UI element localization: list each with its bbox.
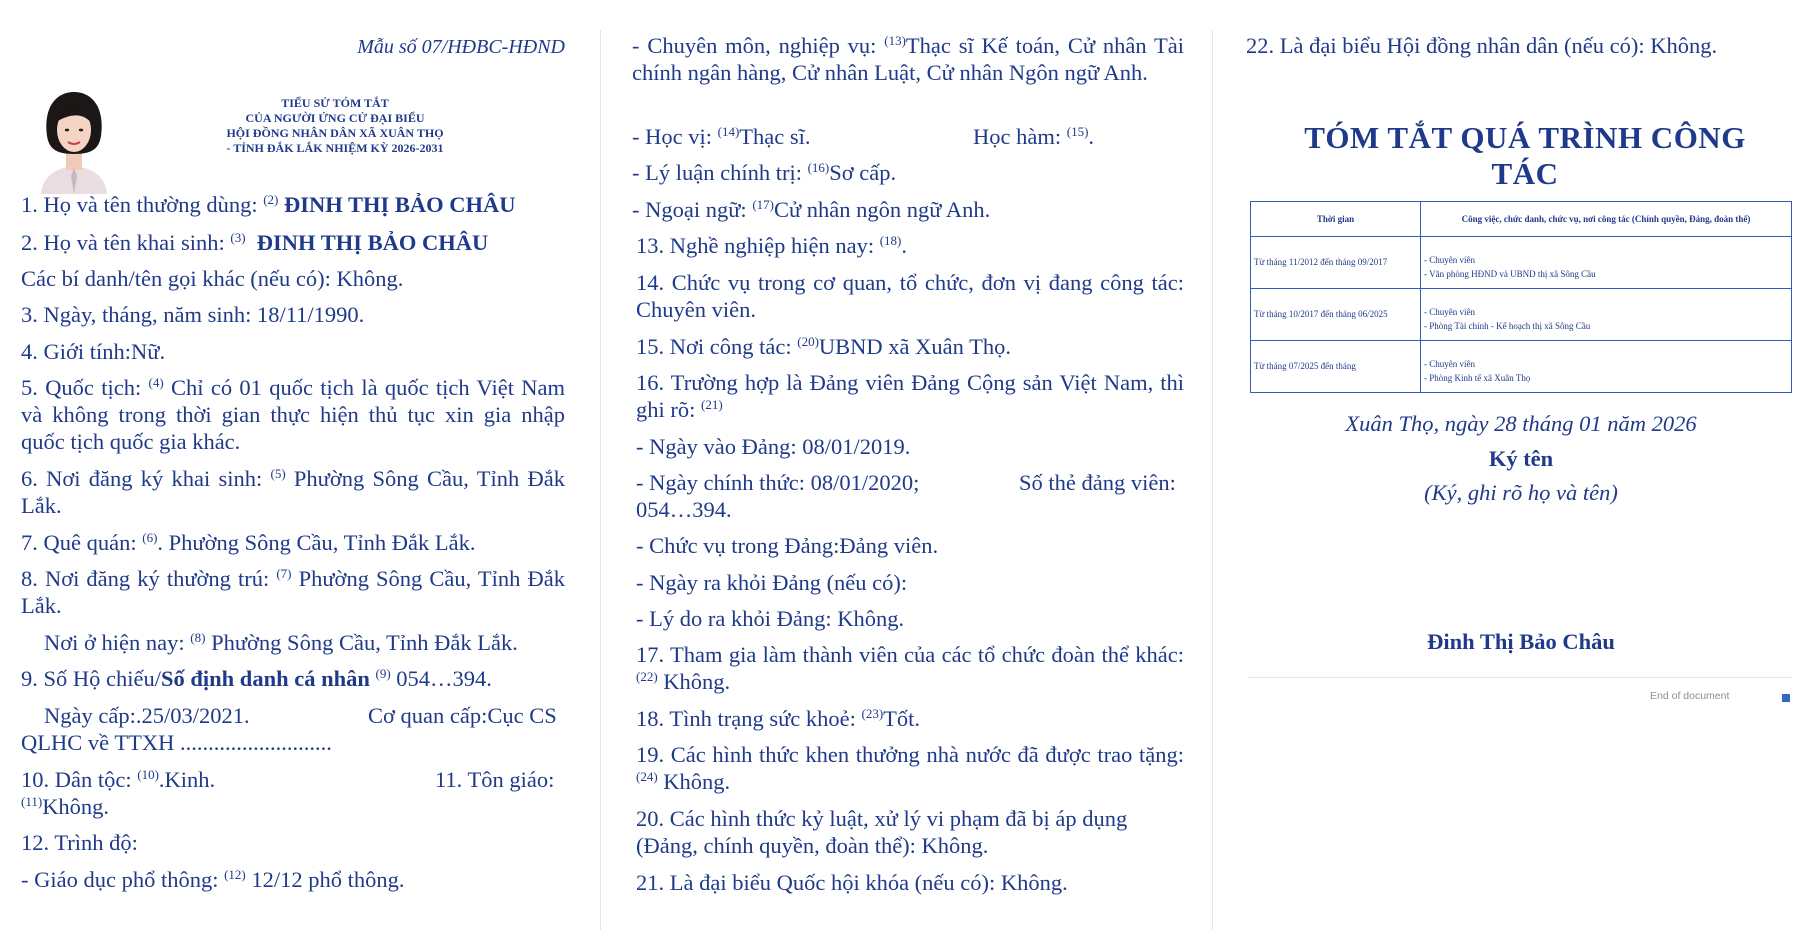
column-1 — [0, 0, 600, 947]
column-divider — [1212, 30, 1213, 930]
heading-line-2: CỦA NGƯỜI ỨNG CỬ ĐẠI BIỂU — [245, 111, 425, 125]
item-workplace — [636, 333, 1011, 360]
item-birth-registration — [21, 465, 565, 519]
value: Tốt. — [883, 706, 921, 731]
item-discipline: 20. Các hình thức kỷ luật, xử lý vi phạm đã bị áp dụng (Đảng, chính quyền, đoàn thể): Không. — [636, 806, 1128, 858]
table-header-row — [1251, 202, 1792, 237]
table-row — [1251, 237, 1792, 289]
item-party-exit-date: - Ngày ra khỏi Đảng (nếu có): — [636, 570, 908, 595]
form-number: Mẫu số 07/HĐBC-HĐND — [357, 36, 565, 58]
work-line: - Văn phòng HĐND và UBND thị xã Sông Cầu — [1424, 268, 1596, 279]
label: 17. Tham gia làm thành viên của các tổ chức đoàn thể khác: — [636, 642, 1184, 667]
work-line: - Chuyên viên — [1424, 358, 1475, 369]
item-na-deputy: 21. Là đại biểu Quốc hội khóa (nếu có): Không. — [636, 870, 1068, 895]
end-marker-icon — [1782, 694, 1790, 702]
value: Thạc sĩ Kế toán, Cử nhân Tài chính ngân hàng, Cử nhân Luật, Cử nhân Ngôn ngữ Anh. — [632, 33, 1184, 85]
work-line: - Chuyên viên — [1424, 306, 1475, 317]
footnote-ref: (14) — [717, 124, 740, 139]
item-issuer-cont: QLHC về TTXH ........................... — [21, 730, 332, 755]
label: 5. Quốc tịch: — [21, 375, 149, 400]
end-of-document-label: End of document — [1650, 690, 1730, 702]
footnote-ref: (22) — [636, 669, 658, 684]
label: 8. Nơi đăng ký thường trú: — [21, 566, 277, 591]
item-nationality — [21, 374, 565, 455]
label: 10. Dân tộc: — [21, 767, 138, 792]
item-occupation — [636, 232, 907, 259]
value: . — [901, 233, 907, 258]
footnote-ref: (16) — [807, 160, 830, 175]
cell-time: Từ tháng 07/2025 đến tháng — [1251, 341, 1421, 393]
label: - Lý luận chính trị: — [632, 160, 808, 185]
work-line: - Chuyên viên — [1424, 254, 1475, 265]
footnote-ref: (11) — [21, 794, 43, 809]
footnote-ref: (6) — [142, 530, 158, 545]
heading-line-4: - TỈNH ĐẮK LẮK NHIỆM KỲ 2026-2031 — [226, 141, 444, 155]
heading-line-3: HỘI ĐỒNG NHÂN DÂN XÃ XUÂN THỌ — [226, 126, 444, 140]
cell-work — [1421, 237, 1792, 289]
value: Sơ cấp. — [829, 160, 897, 185]
label: - Giáo dục phổ thông: — [21, 867, 225, 892]
value: Thạc sĩ. — [739, 124, 811, 149]
item-party-exit-reason: - Lý do ra khỏi Đảng: Không. — [636, 606, 905, 631]
item-health — [636, 705, 920, 732]
item-party-official: - Ngày chính thức: 08/01/2020; — [636, 470, 920, 495]
item-ethnicity — [21, 766, 215, 793]
career-table — [1250, 201, 1792, 393]
value: Phường Sông Cầu, Tỉnh Đắk Lắk. — [21, 466, 565, 518]
label: - Ngoại ngữ: — [632, 197, 753, 222]
value: ĐINH THỊ BẢO CHÂU — [284, 192, 516, 217]
signature-note: (Ký, ghi rõ họ và tên) — [1424, 480, 1618, 505]
item-issue-date: Ngày cấp:.25/03/2021. — [44, 703, 250, 728]
column-header-time: Thời gian — [1251, 202, 1421, 237]
work-line: - Phòng Kinh tế xã Xuân Thọ — [1424, 372, 1531, 383]
label: 19. Các hình thức khen thưởng nhà nước đã được trao tặng: — [636, 742, 1184, 767]
label: Nơi ở hiện nay: — [44, 630, 191, 655]
cell-time: Từ tháng 10/2017 đến tháng 06/2025 — [1251, 289, 1421, 341]
item-current-residence — [44, 629, 518, 656]
value: Phường Sông Cầu, Tỉnh Đắk Lắk. — [21, 566, 565, 618]
column-header-work: Công việc, chức danh, chức vụ, nơi công tác (Chính quyền, Đảng, đoàn thể) — [1421, 202, 1792, 237]
value: Chỉ có 01 quốc tịch là quốc tịch Việt Nam và không trong thời gian thực hiện thủ tục xin gia nhập quốc tịch quốc gia khác. — [21, 375, 565, 454]
item-general-education — [21, 866, 405, 893]
label: Học hàm: — [973, 124, 1067, 149]
item-hometown — [21, 529, 475, 556]
footnote-ref: (20) — [797, 334, 819, 349]
heading-line-1: TIỂU SỬ TÓM TẮT — [281, 96, 389, 110]
signer-name: Đinh Thị Bảo Châu — [1427, 629, 1615, 654]
cell-time: Từ tháng 11/2012 đến tháng 09/2017 — [1251, 237, 1421, 289]
value: .Kinh. — [158, 767, 216, 792]
label-bold: Số định danh cá nhân — [161, 666, 370, 691]
label: - Chuyên môn, nghiệp vụ: — [632, 33, 885, 58]
value: UBND xã Xuân Thọ. — [818, 334, 1011, 359]
label: 16. Trường hợp là Đảng viên Đảng Cộng sản Việt Nam, thì ghi rõ: — [636, 370, 1184, 422]
value: ĐINH THỊ BẢO CHÂU — [256, 230, 489, 255]
label: 18. Tình trạng sức khoẻ: — [636, 706, 862, 731]
item-foreign-language — [632, 196, 990, 223]
item-education: 12. Trình độ: — [21, 830, 138, 855]
item-religion-value — [21, 793, 109, 820]
value: Không. — [42, 794, 110, 819]
item-position: 14. Chức vụ trong cơ quan, tổ chức, đơn vị đang công tác: Chuyên viên. — [636, 270, 1184, 322]
item-council-deputy: 22. Là đại biểu Hội đồng nhân dân (nếu có): Không. — [1246, 33, 1718, 58]
item-organizations — [636, 641, 1184, 695]
value: 12/12 phổ thông. — [245, 867, 405, 892]
signature-place-date: Xuân Thọ, ngày 28 tháng 01 năm 2026 — [1345, 411, 1697, 436]
item-dob: 3. Ngày, tháng, năm sinh: 18/11/1990. — [21, 302, 365, 327]
footnote-ref: (13) — [884, 33, 906, 48]
cell-work — [1421, 289, 1792, 341]
value: . — [1088, 124, 1095, 149]
career-summary-title: TÓM TẮT QUÁ TRÌNH CÔNG TÁC — [1304, 120, 1746, 191]
item-degree — [632, 123, 811, 150]
value: Không. — [657, 669, 731, 694]
item-common-name — [21, 191, 516, 218]
column-2 — [602, 0, 1214, 947]
label: 15. Nơi công tác: — [636, 334, 798, 359]
end-divider — [1247, 677, 1792, 678]
candidate-photo — [33, 84, 115, 194]
label: 1. Họ và tên thường dùng: — [21, 192, 264, 217]
footnote-ref: (9) — [375, 666, 391, 681]
item-permanent-residence — [21, 565, 565, 619]
item-awards — [636, 741, 1184, 795]
footnote-ref: (4) — [148, 375, 164, 390]
item-party-card-label: Số thẻ đảng viên: — [1019, 470, 1176, 495]
item-gender: 4. Giới tính:Nữ. — [21, 339, 166, 364]
footnote-ref: (8) — [190, 630, 206, 645]
label: 2. Họ và tên khai sinh: — [21, 230, 231, 255]
item-party-member — [636, 369, 1184, 423]
footnote-ref: (7) — [276, 566, 292, 581]
table-row — [1251, 341, 1792, 393]
footnote-ref: (18) — [879, 233, 902, 248]
item-specialty — [632, 32, 1184, 86]
footnote-ref: (17) — [752, 197, 774, 212]
label: 9. Số Hộ chiếu/ — [21, 666, 161, 691]
footnote-ref: (24) — [636, 769, 658, 784]
table-row — [1251, 289, 1792, 341]
value: Không. — [657, 769, 731, 794]
footnote-ref: (12) — [224, 867, 246, 882]
document-heading — [200, 96, 470, 156]
column-divider — [600, 30, 601, 930]
cell-work — [1421, 341, 1792, 393]
value: . Phường Sông Cầu, Tỉnh Đắk Lắk. — [157, 530, 476, 555]
item-party-position: - Chức vụ trong Đảng:Đảng viên. — [636, 533, 939, 558]
value: 054…394. — [390, 666, 492, 691]
item-aliases: Các bí danh/tên gọi khác (nếu có): Không. — [21, 266, 404, 291]
footnote-ref: (5) — [270, 466, 286, 481]
label: - Học vị: — [632, 124, 718, 149]
footnote-ref: (21) — [701, 397, 723, 412]
footnote-ref: (15) — [1066, 124, 1089, 139]
label: 13. Nghề nghiệp hiện nay: — [636, 233, 880, 258]
item-political-theory — [632, 159, 896, 186]
footnote-ref: (10) — [137, 767, 159, 782]
work-line: - Phòng Tài chính - Kế hoạch thị xã Sông Cầu — [1424, 320, 1591, 331]
value: Cử nhân ngôn ngữ Anh. — [773, 197, 991, 222]
item-party-card-value: 054…394. — [636, 497, 732, 522]
signature-label: Ký tên — [1488, 446, 1554, 471]
value: Phường Sông Cầu, Tỉnh Đắk Lắk. — [205, 630, 518, 655]
item-academic-title — [973, 123, 1094, 150]
item-party-join: - Ngày vào Đảng: 08/01/2019. — [636, 434, 911, 459]
label: 7. Quê quán: — [21, 530, 143, 555]
item-religion-label: 11. Tôn giáo: — [435, 767, 555, 792]
item-issuer: Cơ quan cấp:Cục CS — [368, 703, 557, 728]
footnote-ref: (23) — [861, 706, 884, 721]
label: 6. Nơi đăng ký khai sinh: — [21, 466, 271, 491]
item-birth-name — [21, 229, 488, 256]
footnote-ref: (2) — [263, 192, 279, 207]
footnote-ref: (3) — [230, 230, 246, 245]
item-id-number — [21, 665, 492, 692]
